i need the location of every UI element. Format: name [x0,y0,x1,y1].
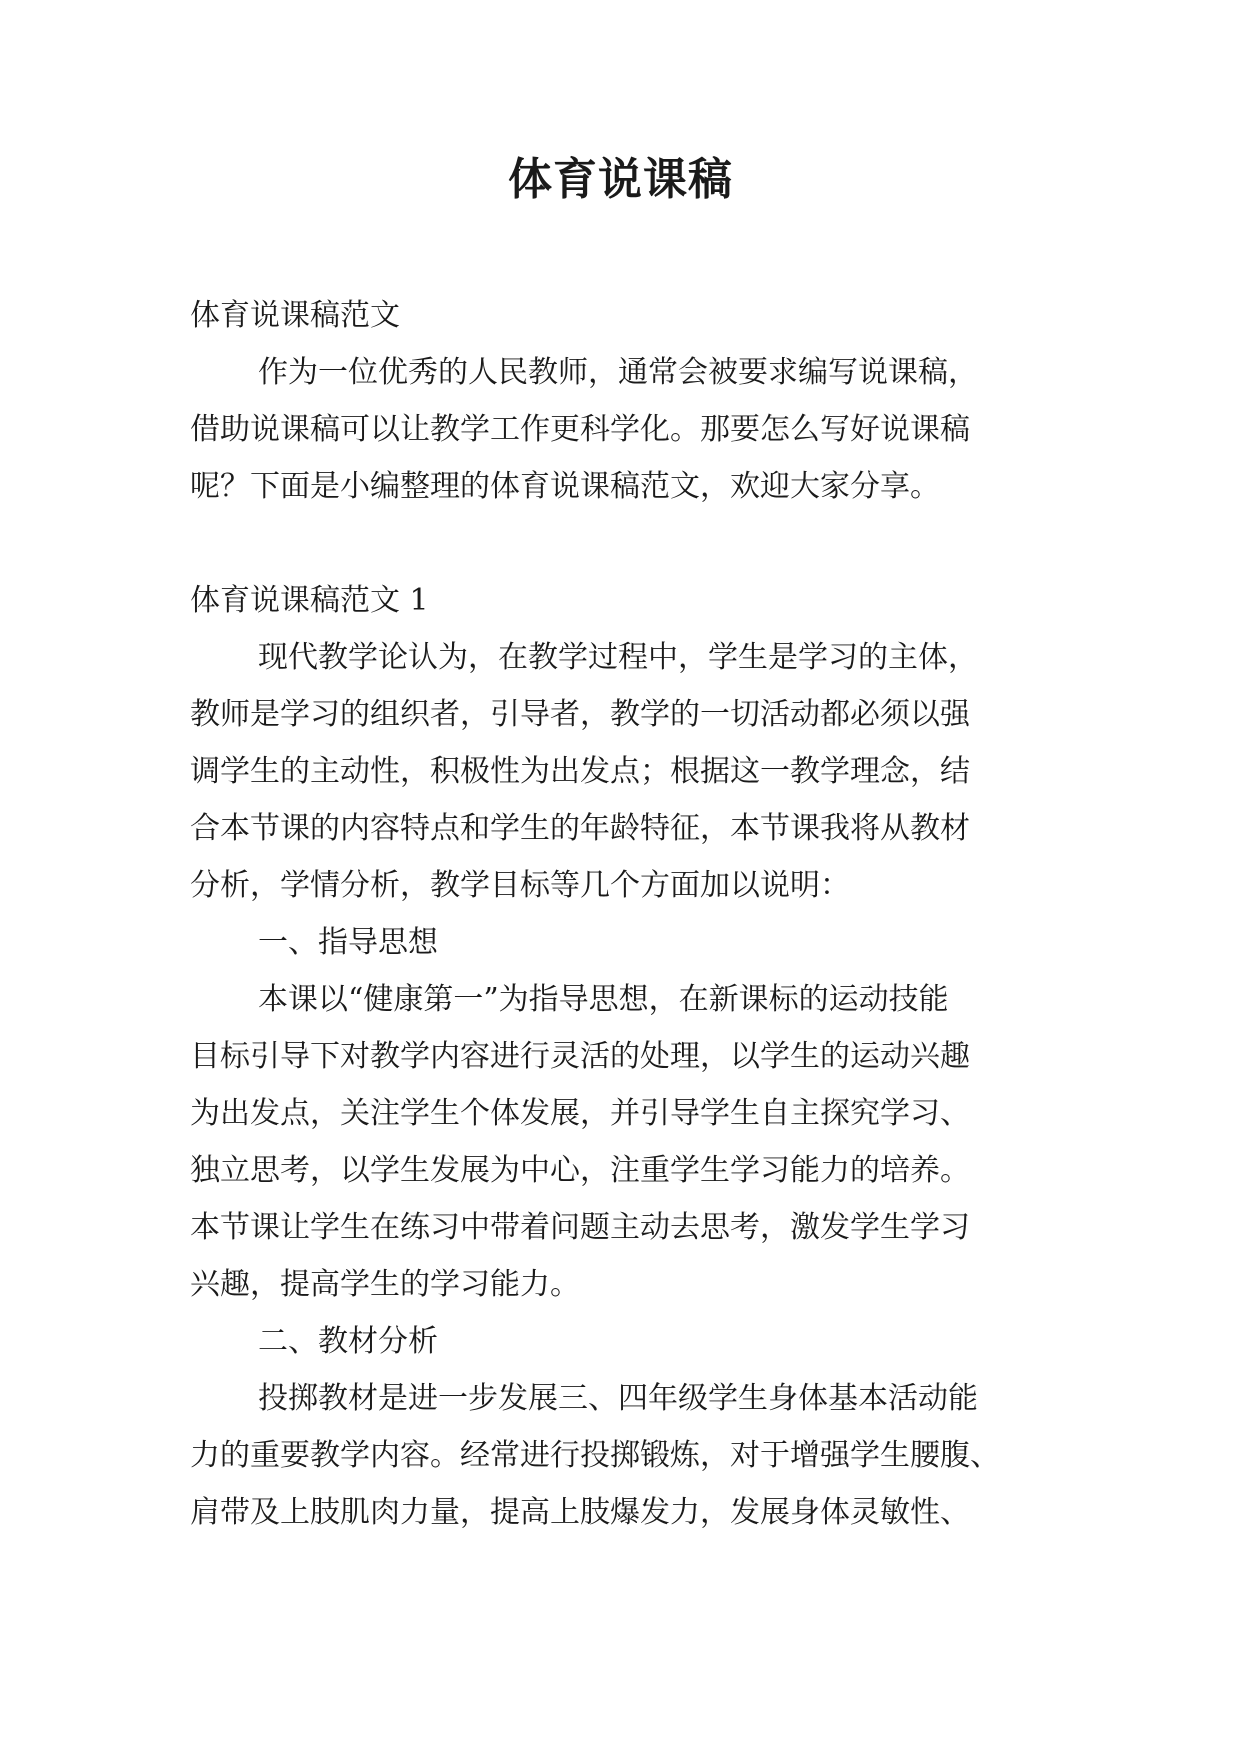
section-heading: 体育说课稿范文 1 [190,583,429,618]
paragraph-line: 本课以“健康第一”为指导思想，在新课标的运动技能 [258,982,949,1017]
paragraph-line: 力的重要教学内容。经常进行投掷锻炼，对于增强学生腰腹、 [190,1438,1000,1473]
paragraph-line: 合本节课的内容特点和学生的年龄特征，本节课我将从教材 [190,811,970,846]
paragraph-line: 调学生的主动性，积极性为出发点；根据这一教学理念，结 [190,754,970,789]
intro-heading: 体育说课稿范文 [190,298,400,333]
paragraph-line: 投掷教材是进一步发展三、四年级学生身体基本活动能 [258,1381,978,1416]
document-title: 体育说课稿 [508,154,733,205]
paragraph-line: 分析，学情分析，教学目标等几个方面加以说明： [190,868,850,903]
paragraph-line: 呢？下面是小编整理的体育说课稿范文，欢迎大家分享。 [190,469,940,504]
paragraph-line: 作为一位优秀的人民教师，通常会被要求编写说课稿， [258,355,978,390]
subsection-heading: 二、教材分析 [258,1324,438,1359]
paragraph-line: 肩带及上肢肌肉力量，提高上肢爆发力，发展身体灵敏性、 [190,1495,970,1530]
subsection-heading: 一、指导思想 [258,925,438,960]
paragraph-line: 本节课让学生在练习中带着问题主动去思考，激发学生学习 [190,1210,970,1245]
paragraph-line: 借助说课稿可以让教学工作更科学化。那要怎么写好说课稿 [190,412,970,447]
paragraph-line: 为出发点，关注学生个体发展，并引导学生自主探究学习、 [190,1096,970,1131]
paragraph-line: 独立思考，以学生发展为中心，注重学生学习能力的培养。 [190,1153,970,1188]
paragraph-line: 兴趣，提高学生的学习能力。 [190,1267,580,1302]
paragraph-line: 目标引导下对教学内容进行灵活的处理，以学生的运动兴趣 [190,1039,970,1074]
paragraph-line: 教师是学习的组织者，引导者，教学的一切活动都必须以强 [190,697,970,732]
paragraph-line: 现代教学论认为，在教学过程中，学生是学习的主体， [258,640,978,675]
